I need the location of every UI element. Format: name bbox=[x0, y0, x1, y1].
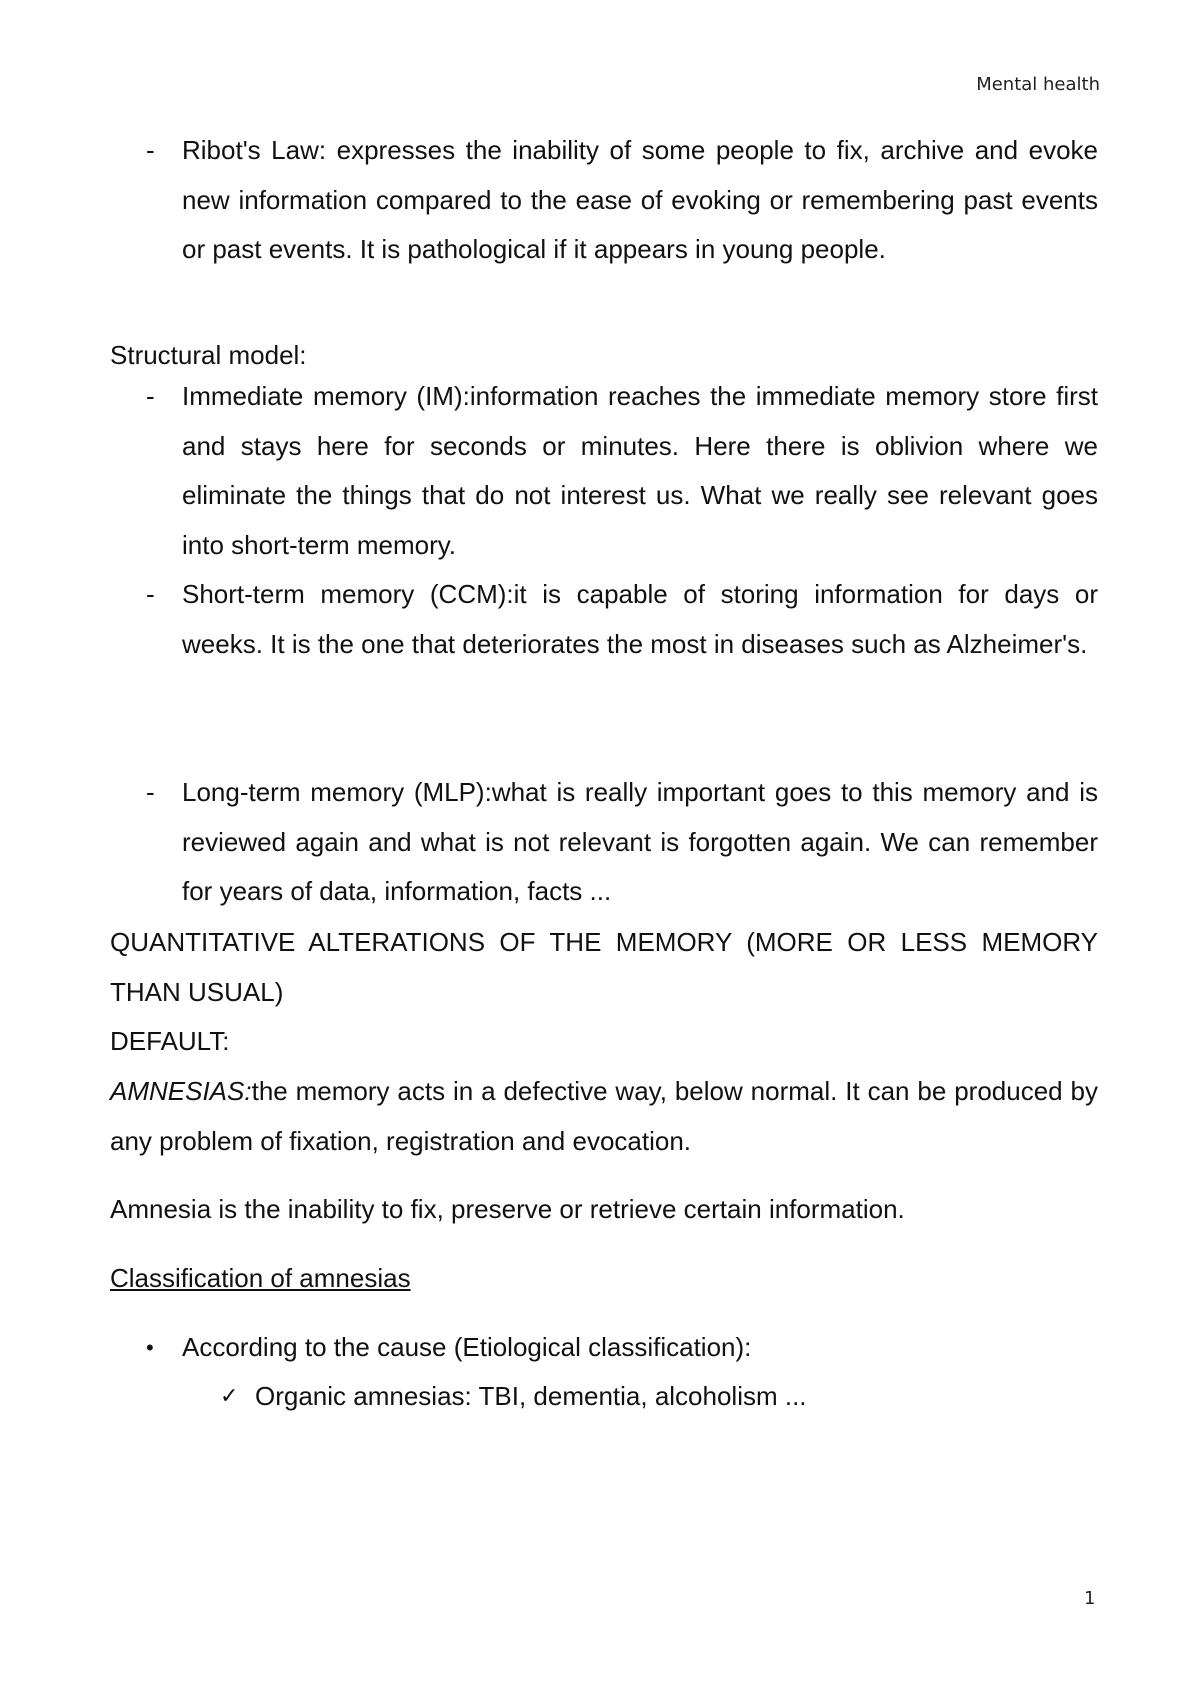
immediate-memory-item bbox=[110, 372, 1098, 570]
short-term-memory-text: Short-term memory (CCM):it is capable of storing information for days or weeks. It is the one that deteriorates the most in diseases such as Alzheimer's. bbox=[182, 579, 1098, 659]
bullet-icon: • bbox=[146, 1335, 154, 1360]
organic-amnesias-item bbox=[110, 1372, 1098, 1422]
immediate-memory-text: Immediate memory (IM):information reaches the immediate memory store first and stays here for seconds or minutes. Here there is oblivion where we eliminate the things that do not interest us. What we really see relevant goes into short-term memory. bbox=[182, 381, 1098, 560]
amnesias-term: AMNESIAS: bbox=[110, 1076, 252, 1106]
ribot-law-item bbox=[110, 126, 1098, 275]
etiological-classification-item bbox=[110, 1323, 1098, 1373]
amnesia-definition: Amnesia is the inability to fix, preserve or retrieve certain information. bbox=[110, 1194, 905, 1224]
amnesias-description: the memory acts in a defective way, below normal. It can be produced by any problem of fixation, registration and evocation. bbox=[110, 1076, 1098, 1156]
classification-heading bbox=[110, 1254, 1098, 1304]
page-number: 1 bbox=[1084, 1588, 1096, 1609]
amnesias-paragraph bbox=[110, 1067, 1098, 1166]
etiological-classification-text: According to the cause (Etiological classification): bbox=[182, 1332, 752, 1362]
quantitative-alterations-heading: QUANTITATIVE ALTERATIONS OF THE MEMORY (MORE OR LESS MEMORY THAN USUAL) bbox=[110, 927, 1098, 1007]
structural-model-heading: Structural model: bbox=[110, 340, 307, 370]
dash-marker: - bbox=[146, 135, 155, 165]
checkmark-icon: ✓ bbox=[220, 1384, 239, 1409]
default-label: DEFAULT: bbox=[110, 1026, 230, 1056]
classification-heading-text: Classification of amnesias bbox=[110, 1263, 411, 1293]
short-term-memory-item bbox=[110, 570, 1098, 669]
long-term-memory-text: Long-term memory (MLP):what is really important goes to this memory and is reviewed again and what is not relevant is forgotten again. We can remember for years of data, information, facts ... bbox=[182, 777, 1098, 906]
running-header: Mental health bbox=[976, 74, 1100, 95]
dash-marker: - bbox=[146, 579, 155, 609]
organic-amnesias-text: Organic amnesias: TBI, dementia, alcoholism ... bbox=[255, 1381, 807, 1411]
dash-marker: - bbox=[146, 777, 155, 807]
dash-marker: - bbox=[146, 381, 155, 411]
ribot-law-text: Ribot's Law: expresses the inability of some people to fix, archive and evoke new information compared to the ease of evoking or remembering past events or past events. It is pathological if it appears in young people. bbox=[182, 135, 1098, 264]
long-term-memory-item bbox=[110, 768, 1098, 917]
